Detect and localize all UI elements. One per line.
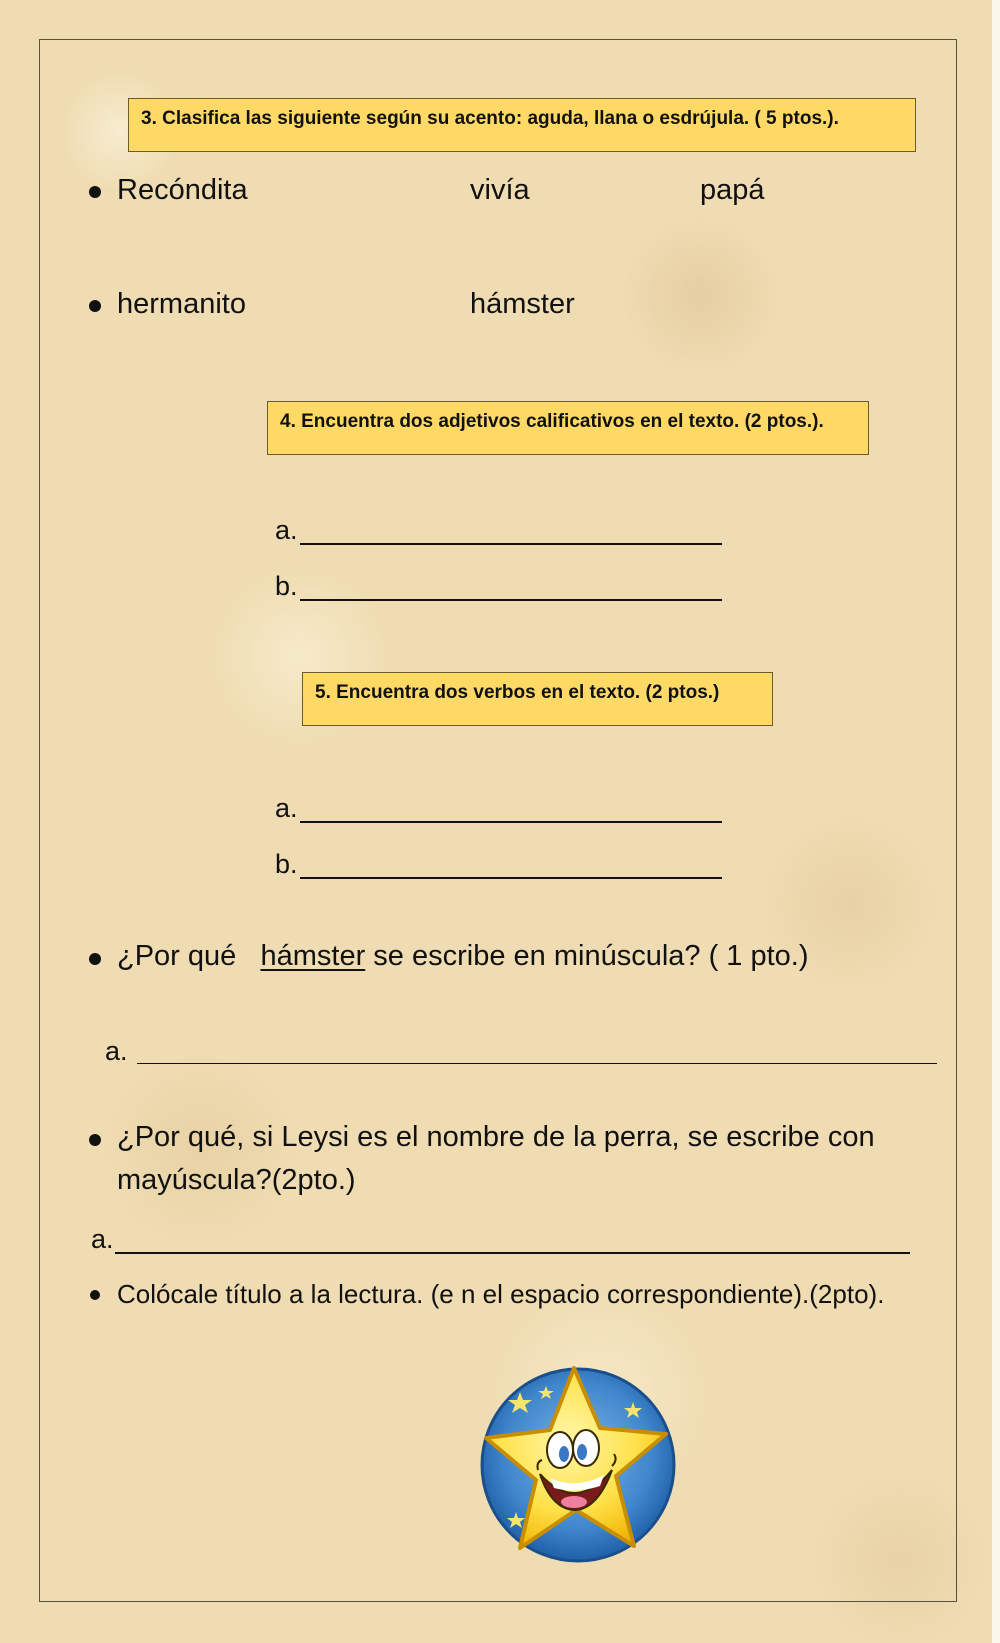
question-8-text: Colócale título a la lectura. (e n el espacio correspondiente).(2pto).	[117, 1279, 885, 1309]
word-hermanito: hermanito	[117, 288, 246, 320]
question-3-box	[128, 98, 916, 152]
answer-label-a: a.	[91, 1224, 114, 1254]
bullet-icon	[89, 186, 101, 198]
question-5-box	[302, 672, 773, 726]
question-6-text	[117, 941, 809, 973]
word-hamster: hámster	[470, 288, 575, 320]
question-7-line-1: ¿Por qué, si Leysi es el nombre de la perra, se escribe con	[117, 1121, 875, 1153]
question-6-prefix: ¿Por qué	[117, 940, 237, 972]
question-3-title: 3. Clasifica las siguiente según su acento: aguda, llana o esdrújula. ( 5 ptos.).	[141, 108, 839, 129]
answer-label-b: b.	[275, 571, 298, 601]
question-6-underlined-word: hámster	[260, 940, 366, 972]
answer-line-4b[interactable]	[300, 599, 722, 601]
question-6-suffix: se escribe en minúscula? ( 1 pto.)	[373, 940, 809, 972]
bullet-icon	[89, 300, 101, 312]
smiling-star-icon	[478, 1362, 678, 1567]
answer-label-a: a.	[275, 793, 298, 823]
answer-line-4a[interactable]	[300, 543, 722, 545]
answer-line-7[interactable]	[115, 1252, 910, 1254]
bullet-icon	[89, 1134, 101, 1146]
answer-line-5b[interactable]	[300, 877, 722, 879]
question-7-line-2: mayúscula?(2pto.)	[117, 1164, 356, 1196]
answer-line-5a[interactable]	[300, 821, 722, 823]
question-4-title: 4. Encuentra dos adjetivos calificativos en el texto. (2 ptos.).	[280, 411, 824, 432]
word-vivia: vivía	[470, 174, 530, 206]
question-5-title: 5. Encuentra dos verbos en el texto. (2 ptos.)	[315, 682, 720, 703]
answer-line-6[interactable]	[137, 1063, 937, 1064]
question-4-box	[267, 401, 869, 455]
word-papa: papá	[700, 174, 765, 206]
word-recondita: Recóndita	[117, 174, 248, 206]
answer-label-a: a.	[105, 1036, 128, 1066]
bullet-icon	[89, 953, 101, 965]
answer-label-a: a.	[275, 515, 298, 545]
bullet-icon	[90, 1290, 100, 1300]
page-edge	[992, 0, 1000, 1643]
answer-label-b: b.	[275, 849, 298, 879]
